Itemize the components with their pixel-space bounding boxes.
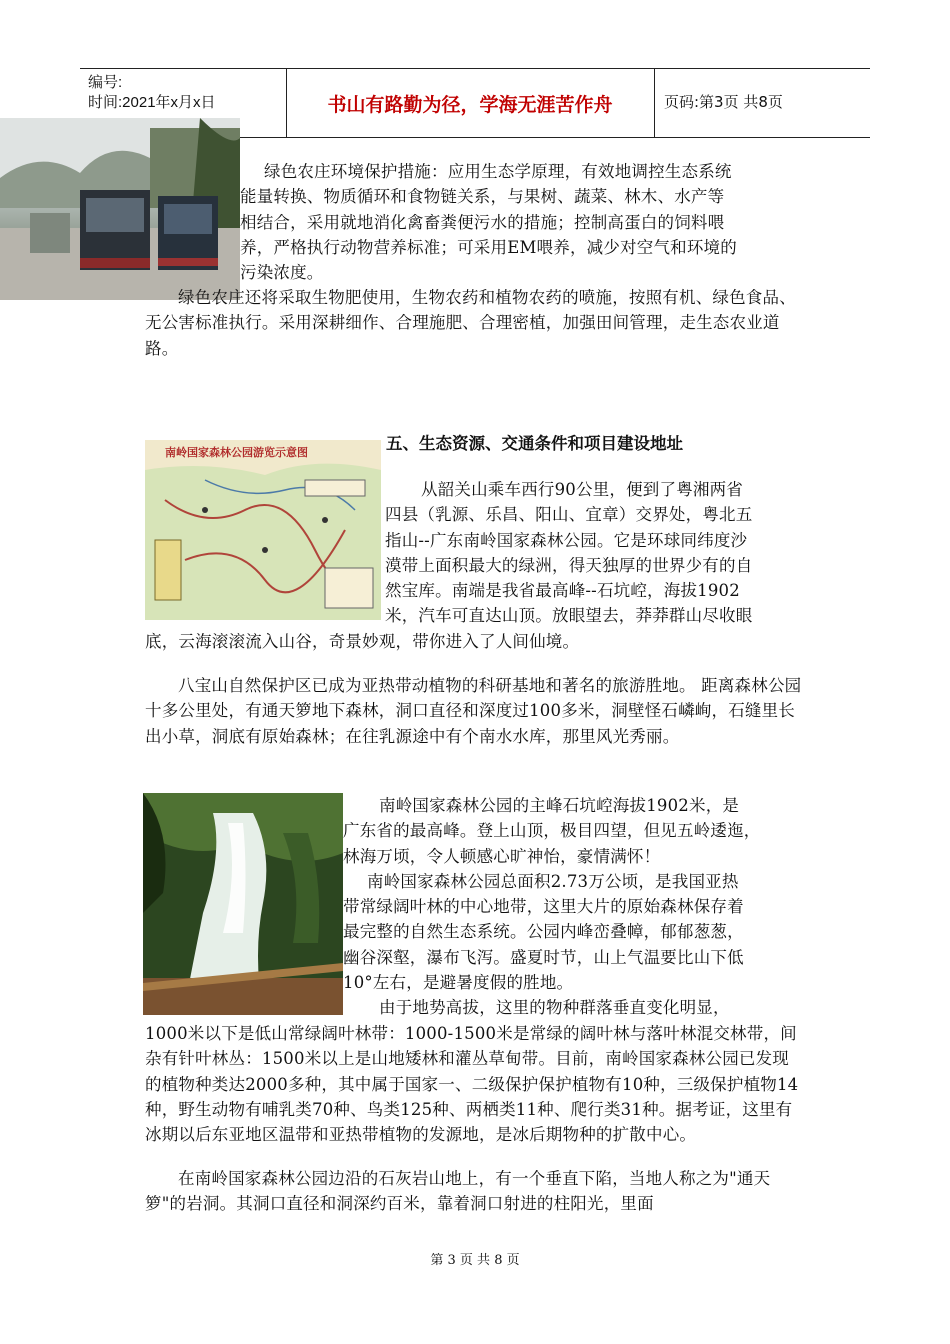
text-line: 带常绿阔叶林的中心地带，这里大片的原始森林保存着 [343, 897, 744, 917]
text-line: 能量转换、物质循环和食物链关系，与果树、蔬菜、林木、水产等 [240, 187, 725, 207]
page-number-label: 页码:第3页 共8页 [664, 93, 783, 111]
header-divider [654, 69, 655, 137]
header-meta [88, 73, 216, 113]
section1-paragraph-2: 绿色农庄还将采取生物肥使用，生物农药和植物农药的喷施，按照有机、绿色食品、无公害标准执行。采用深耕细作、合理施肥、合理密植，加强田间管理，走生态农业道路。 [145, 288, 796, 358]
text-line: 养，严格执行动物营养标准；可采用EM喂养，减少对空气和环境的 [240, 237, 737, 257]
section5-paragraph-1 [385, 477, 805, 629]
section5-paragraph-2: 八宝山自然保护区已成为亚热带动植物的科研基地和著名的旅游胜地。 距离森林公园十多公里处，有通天箩地下森林，洞口直径和深度过100多米，洞壁怪石嶙峋，石缝里长出小草，洞底有原始森林；在往乳源途中有个南水水库，那里风光秀丽。 [145, 676, 802, 746]
text-line: 幽谷深壑，瀑布飞泻。盛夏时节，山上气温要比山下低 [343, 947, 744, 967]
page-footer: 第 3 页 共 8 页 [430, 1253, 520, 1268]
map-title: 南岭国家森林公园游览示意图 [165, 446, 308, 459]
text-line: 绿色农庄环境保护措施：应用生态学原理，有效地调控生态系统 [264, 162, 732, 181]
text-line: 最完整的自然生态系统。公园内峰峦叠幛，郁郁葱葱， [343, 922, 744, 942]
text-line: 南岭国家森林公园总面积2.73万公顷，是我国亚热 [367, 871, 739, 891]
buses-photo [0, 118, 240, 300]
section5-paragraph-3 [343, 793, 813, 1021]
text-line: 由于地势高拔，这里的物种群落垂直变化明显， [379, 998, 730, 1018]
text-line: 米，汽车可直达山顶。放眼望去，莽莽群山尽收眼 [385, 606, 753, 626]
text-line: 漠带上面积最大的绿洲，得天独厚的世界少有的自 [385, 555, 753, 575]
text-line: 四县（乳源、乐昌、阳山、宜章）交界处，粤北五 [385, 505, 753, 525]
date-label: 时间:2021年x月x日 [88, 94, 216, 111]
text-line: 南岭国家森林公园的主峰石坑崆海拔1902米，是 [379, 796, 740, 815]
text-line: 10°左右，是避暑度假的胜地。 [343, 973, 574, 993]
text-line: 指山--广东南岭国家森林公园。它是环球同纬度沙 [385, 530, 748, 550]
waterfall-photo [143, 793, 343, 1015]
text-line: 林海万顷，令人顿感心旷神怡，豪情满怀！ [343, 846, 661, 866]
text-line: 污染浓度。 [240, 263, 324, 283]
header-motto: 书山有路勤为径，学海无涯苦作舟 [327, 93, 613, 116]
text-line: 从韶关山乘车西行90公里，便到了粤湘两省 [421, 480, 743, 499]
text-line: 相结合，采用就地消化禽畜粪便污水的措施；控制高蛋白的饲料喂 [240, 212, 725, 232]
text-line: 然宝库。南端是我省最高峰--石坑崆，海拔1902 [385, 581, 740, 601]
tour-map-image [145, 440, 381, 620]
section5-paragraph-1-tail: 底，云海滚滚流入山谷，奇景妙观，带你进入了人间仙境。 [145, 632, 580, 651]
section1-wrapped-paragraph [240, 159, 800, 285]
section5-paragraph-4: 在南岭国家森林公园边沿的石灰岩山地上，有一个垂直下陷，当地人称之为"通天箩"的岩洞。其洞口直径和洞深约百米，靠着洞口射进的柱阳光，里面 [145, 1169, 771, 1214]
code-label: 编号: [88, 74, 123, 91]
section-heading: 五、生态资源、交通条件和项目建设地址 [386, 434, 683, 453]
section5-paragraph-3-rest: 1000米以下是低山常绿阔叶林带：1000-1500米是常绿的阔叶林与落叶林混交林带，间杂有针叶林丛：1500米以上是山地矮林和灌丛草甸带。目前，南岭国家森林公园已发现的植物种类达2000多种，其中属于国家一、二级保护保护植物有10种，三级保护植物14种，野生动物有哺乳类70种、鸟类125种、两栖类11种、爬行类31种。据考证，这里有冰期以后东亚地区温带和亚热带植物的发源地，是冰后期物种的扩散中心。 [145, 1024, 799, 1145]
text-line: 广东省的最高峰。登上山顶，极目四望，但见五岭逶迤， [343, 821, 761, 841]
